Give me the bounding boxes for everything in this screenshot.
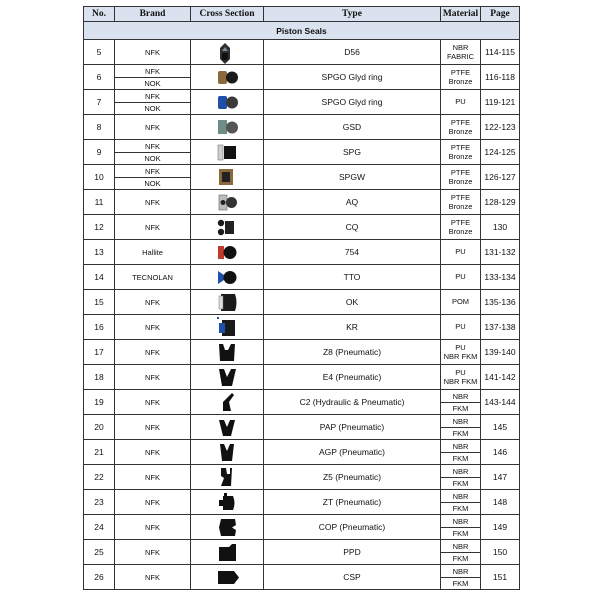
row-number: 10 bbox=[84, 165, 115, 190]
brand-name: TECNOLAN bbox=[132, 272, 173, 282]
seal-type: SPG bbox=[264, 140, 441, 165]
row-number: 18 bbox=[84, 365, 115, 390]
table-row bbox=[84, 565, 520, 590]
material-name: PU bbox=[455, 322, 466, 332]
brand-name: NFK bbox=[145, 322, 160, 332]
cross-section-cell bbox=[191, 165, 264, 190]
brand-cell bbox=[115, 465, 191, 490]
c2-seal-icon bbox=[191, 390, 263, 414]
brand-cell bbox=[115, 315, 191, 340]
section-title: Piston Seals bbox=[84, 22, 520, 40]
table-row bbox=[84, 415, 520, 440]
brand-cell bbox=[115, 415, 191, 440]
table-row bbox=[84, 140, 520, 165]
material-cell bbox=[441, 40, 481, 65]
brand-name: NOK bbox=[115, 177, 190, 189]
page-ref: 151 bbox=[481, 565, 520, 590]
material-name: NBR FKM bbox=[443, 352, 478, 361]
seal-type: Z5 (Pneumatic) bbox=[264, 465, 441, 490]
table-row bbox=[84, 540, 520, 565]
row-number: 15 bbox=[84, 290, 115, 315]
seal-type: E4 (Pneumatic) bbox=[264, 365, 441, 390]
page-ref: 147 bbox=[481, 465, 520, 490]
row-number: 8 bbox=[84, 115, 115, 140]
material-name: FKM bbox=[441, 452, 480, 464]
pap-seal-icon bbox=[191, 415, 263, 439]
page-ref: 126-127 bbox=[481, 165, 520, 190]
page-ref: 139-140 bbox=[481, 340, 520, 365]
material-cell bbox=[441, 365, 481, 390]
material-name: POM bbox=[451, 297, 470, 307]
cross-section-cell bbox=[191, 440, 264, 465]
row-number: 20 bbox=[84, 415, 115, 440]
z5-seal-icon bbox=[191, 465, 263, 489]
cop-seal-icon bbox=[191, 515, 263, 539]
brand-name: NFK bbox=[145, 91, 160, 101]
cross-section-cell bbox=[191, 390, 264, 415]
material-name: PTFE bbox=[450, 117, 471, 127]
page-ref: 130 bbox=[481, 215, 520, 240]
seal-type: CQ bbox=[264, 215, 441, 240]
gsd-seal-icon bbox=[191, 115, 263, 139]
material-cell bbox=[441, 240, 481, 265]
material-name: PU bbox=[455, 342, 466, 352]
seal-type: 754 bbox=[264, 240, 441, 265]
material-cell bbox=[441, 540, 481, 565]
spgo-glyd-ring-blue-icon bbox=[191, 90, 263, 114]
seal-type: D56 bbox=[264, 40, 441, 65]
brand-name: NFK bbox=[145, 197, 160, 207]
material-cell bbox=[441, 490, 481, 515]
cross-section-cell bbox=[191, 515, 264, 540]
table-row bbox=[84, 490, 520, 515]
table-row bbox=[84, 440, 520, 465]
material-name: NBR bbox=[452, 441, 469, 451]
cross-section-cell bbox=[191, 365, 264, 390]
material-name: PTFE bbox=[450, 167, 471, 177]
table-row bbox=[84, 315, 520, 340]
row-number: 25 bbox=[84, 540, 115, 565]
table-row bbox=[84, 115, 520, 140]
table-row bbox=[84, 265, 520, 290]
brand-name: NFK bbox=[145, 297, 160, 307]
material-name: NBR bbox=[452, 491, 469, 501]
seal-type: SPGO Glyd ring bbox=[264, 90, 441, 115]
page-ref: 122-123 bbox=[481, 115, 520, 140]
material-name: FABRIC bbox=[446, 52, 475, 61]
page-ref: 145 bbox=[481, 415, 520, 440]
d56-seal-icon bbox=[191, 40, 263, 64]
brand-name: NFK bbox=[145, 222, 160, 232]
brand-cell bbox=[115, 90, 191, 115]
brand-name: NFK bbox=[145, 422, 160, 432]
table-row bbox=[84, 365, 520, 390]
page-ref: 143-144 bbox=[481, 390, 520, 415]
table-row bbox=[84, 165, 520, 190]
seal-type: AQ bbox=[264, 190, 441, 215]
cross-section-cell bbox=[191, 240, 264, 265]
z8-seal-icon bbox=[191, 340, 263, 364]
material-name: PU bbox=[455, 247, 466, 257]
table-row bbox=[84, 240, 520, 265]
cross-section-cell bbox=[191, 90, 264, 115]
brand-cell bbox=[115, 165, 191, 190]
spgo-glyd-ring-icon bbox=[191, 65, 263, 89]
seal-type: COP (Pneumatic) bbox=[264, 515, 441, 540]
row-number: 13 bbox=[84, 240, 115, 265]
material-name: Bronze bbox=[448, 127, 473, 136]
cross-section-cell bbox=[191, 40, 264, 65]
material-name: Bronze bbox=[448, 77, 473, 86]
table-row bbox=[84, 90, 520, 115]
brand-name: NOK bbox=[115, 77, 190, 89]
material-name: FKM bbox=[441, 552, 480, 564]
brand-cell bbox=[115, 565, 191, 590]
material-cell bbox=[441, 90, 481, 115]
seal-type: TTO bbox=[264, 265, 441, 290]
brand-name: Hallite bbox=[142, 247, 163, 257]
material-name: NBR bbox=[452, 416, 469, 426]
seal-type: KR bbox=[264, 315, 441, 340]
material-cell bbox=[441, 340, 481, 365]
seal-type: ZT (Pneumatic) bbox=[264, 490, 441, 515]
material-name: FKM bbox=[441, 527, 480, 539]
brand-name: NOK bbox=[115, 152, 190, 164]
brand-cell bbox=[115, 490, 191, 515]
page-ref: 149 bbox=[481, 515, 520, 540]
seal-type: OK bbox=[264, 290, 441, 315]
page-ref: 119-121 bbox=[481, 90, 520, 115]
material-cell bbox=[441, 415, 481, 440]
aq-seal-icon bbox=[191, 190, 263, 214]
material-name: NBR bbox=[452, 42, 469, 52]
row-number: 11 bbox=[84, 190, 115, 215]
brand-cell bbox=[115, 365, 191, 390]
header-material: Material bbox=[441, 7, 481, 22]
material-cell bbox=[441, 565, 481, 590]
table-row bbox=[84, 65, 520, 90]
table-row bbox=[84, 515, 520, 540]
material-name: NBR bbox=[452, 541, 469, 551]
cross-section-cell bbox=[191, 290, 264, 315]
cross-section-cell bbox=[191, 490, 264, 515]
zt-seal-icon bbox=[191, 490, 263, 514]
page-ref: 137-138 bbox=[481, 315, 520, 340]
brand-cell bbox=[115, 240, 191, 265]
brand-cell bbox=[115, 140, 191, 165]
header-no: No. bbox=[84, 7, 115, 22]
page-ref: 133-134 bbox=[481, 265, 520, 290]
material-cell bbox=[441, 115, 481, 140]
cross-section-cell bbox=[191, 340, 264, 365]
page-ref: 116-118 bbox=[481, 65, 520, 90]
cross-section-cell bbox=[191, 65, 264, 90]
page-ref: 146 bbox=[481, 440, 520, 465]
material-name: FKM bbox=[441, 477, 480, 489]
tto-seal-icon bbox=[191, 265, 263, 289]
material-name: NBR bbox=[452, 566, 469, 576]
row-number: 7 bbox=[84, 90, 115, 115]
brand-cell bbox=[115, 65, 191, 90]
ppd-seal-icon bbox=[191, 540, 263, 564]
material-cell bbox=[441, 140, 481, 165]
material-cell bbox=[441, 515, 481, 540]
csp-seal-icon bbox=[191, 565, 263, 589]
material-name: FKM bbox=[441, 402, 480, 414]
material-cell bbox=[441, 165, 481, 190]
e4-seal-icon bbox=[191, 365, 263, 389]
material-cell bbox=[441, 315, 481, 340]
754-seal-icon bbox=[191, 240, 263, 264]
table-row bbox=[84, 190, 520, 215]
material-name: PU bbox=[455, 97, 466, 107]
seal-type: PAP (Pneumatic) bbox=[264, 415, 441, 440]
brand-name: NFK bbox=[145, 447, 160, 457]
brand-name: NFK bbox=[145, 547, 160, 557]
seal-type: CSP bbox=[264, 565, 441, 590]
material-name: PTFE bbox=[450, 142, 471, 152]
brand-name: NFK bbox=[145, 66, 160, 76]
page-ref: 141-142 bbox=[481, 365, 520, 390]
material-name: NBR bbox=[452, 466, 469, 476]
header-cross-section: Cross Section bbox=[191, 7, 264, 22]
material-cell bbox=[441, 390, 481, 415]
brand-cell bbox=[115, 540, 191, 565]
spgw-seal-icon bbox=[191, 165, 263, 189]
row-number: 5 bbox=[84, 40, 115, 65]
seal-catalog-sheet bbox=[83, 6, 519, 590]
row-number: 24 bbox=[84, 515, 115, 540]
row-number: 23 bbox=[84, 490, 115, 515]
cross-section-cell bbox=[191, 540, 264, 565]
material-cell bbox=[441, 465, 481, 490]
material-name: PTFE bbox=[450, 192, 471, 202]
header-type: Type bbox=[264, 7, 441, 22]
material-name: Bronze bbox=[448, 152, 473, 161]
table-row bbox=[84, 40, 520, 65]
page-ref: 131-132 bbox=[481, 240, 520, 265]
brand-name: NFK bbox=[145, 397, 160, 407]
seal-type: GSD bbox=[264, 115, 441, 140]
seal-type: Z8 (Pneumatic) bbox=[264, 340, 441, 365]
cross-section-cell bbox=[191, 140, 264, 165]
material-name: PU bbox=[455, 367, 466, 377]
brand-name: NFK bbox=[145, 47, 160, 57]
cross-section-cell bbox=[191, 265, 264, 290]
page-ref: 148 bbox=[481, 490, 520, 515]
row-number: 12 bbox=[84, 215, 115, 240]
cross-section-cell bbox=[191, 215, 264, 240]
material-cell bbox=[441, 215, 481, 240]
brand-name: NFK bbox=[145, 122, 160, 132]
ok-seal-icon bbox=[191, 290, 263, 314]
brand-name: NOK bbox=[115, 102, 190, 114]
page-ref: 128-129 bbox=[481, 190, 520, 215]
piston-seals-table bbox=[83, 6, 520, 590]
header-brand: Brand bbox=[115, 7, 191, 22]
material-name: PTFE bbox=[450, 217, 471, 227]
material-name: NBR bbox=[452, 391, 469, 401]
row-number: 6 bbox=[84, 65, 115, 90]
brand-name: NFK bbox=[145, 372, 160, 382]
brand-cell bbox=[115, 190, 191, 215]
row-number: 21 bbox=[84, 440, 115, 465]
table-row bbox=[84, 290, 520, 315]
spg-seal-icon bbox=[191, 140, 263, 164]
kr-seal-icon bbox=[191, 315, 263, 339]
page-ref: 114-115 bbox=[481, 40, 520, 65]
agp-seal-icon bbox=[191, 440, 263, 464]
brand-cell bbox=[115, 40, 191, 65]
seal-type: PPD bbox=[264, 540, 441, 565]
cross-section-cell bbox=[191, 415, 264, 440]
brand-name: NFK bbox=[145, 572, 160, 582]
material-cell bbox=[441, 65, 481, 90]
row-number: 16 bbox=[84, 315, 115, 340]
page-ref: 150 bbox=[481, 540, 520, 565]
seal-type: SPGO Glyd ring bbox=[264, 65, 441, 90]
row-number: 17 bbox=[84, 340, 115, 365]
brand-name: NFK bbox=[145, 497, 160, 507]
header-row bbox=[84, 7, 520, 22]
brand-cell bbox=[115, 265, 191, 290]
material-cell bbox=[441, 265, 481, 290]
brand-cell bbox=[115, 440, 191, 465]
material-name: Bronze bbox=[448, 202, 473, 211]
brand-cell bbox=[115, 340, 191, 365]
cross-section-cell bbox=[191, 465, 264, 490]
material-cell bbox=[441, 190, 481, 215]
table-row bbox=[84, 390, 520, 415]
brand-name: NFK bbox=[145, 472, 160, 482]
row-number: 9 bbox=[84, 140, 115, 165]
page-ref: 124-125 bbox=[481, 140, 520, 165]
header-page: Page bbox=[481, 7, 520, 22]
brand-name: NFK bbox=[145, 166, 160, 176]
seal-type: AGP (Pneumatic) bbox=[264, 440, 441, 465]
brand-cell bbox=[115, 390, 191, 415]
cross-section-cell bbox=[191, 115, 264, 140]
cq-seal-icon bbox=[191, 215, 263, 239]
material-name: FKM bbox=[441, 427, 480, 439]
row-number: 14 bbox=[84, 265, 115, 290]
row-number: 22 bbox=[84, 465, 115, 490]
material-name: FKM bbox=[441, 502, 480, 514]
material-name: FKM bbox=[441, 577, 480, 589]
material-cell bbox=[441, 440, 481, 465]
page-ref: 135-136 bbox=[481, 290, 520, 315]
material-name: NBR bbox=[452, 516, 469, 526]
cross-section-cell bbox=[191, 315, 264, 340]
cross-section-cell bbox=[191, 190, 264, 215]
brand-cell bbox=[115, 115, 191, 140]
brand-name: NFK bbox=[145, 141, 160, 151]
material-name: PTFE bbox=[450, 67, 471, 77]
material-name: Bronze bbox=[448, 177, 473, 186]
row-number: 19 bbox=[84, 390, 115, 415]
table-row bbox=[84, 215, 520, 240]
cross-section-cell bbox=[191, 565, 264, 590]
brand-name: NFK bbox=[145, 347, 160, 357]
material-name: PU bbox=[455, 272, 466, 282]
brand-cell bbox=[115, 215, 191, 240]
seal-type: SPGW bbox=[264, 165, 441, 190]
row-number: 26 bbox=[84, 565, 115, 590]
section-row bbox=[84, 22, 520, 40]
seal-type: C2 (Hydraulic & Pneumatic) bbox=[264, 390, 441, 415]
table-row bbox=[84, 465, 520, 490]
brand-name: NFK bbox=[145, 522, 160, 532]
material-name: NBR FKM bbox=[443, 377, 478, 386]
table-row bbox=[84, 340, 520, 365]
material-cell bbox=[441, 290, 481, 315]
brand-cell bbox=[115, 515, 191, 540]
material-name: Bronze bbox=[448, 227, 473, 236]
brand-cell bbox=[115, 290, 191, 315]
